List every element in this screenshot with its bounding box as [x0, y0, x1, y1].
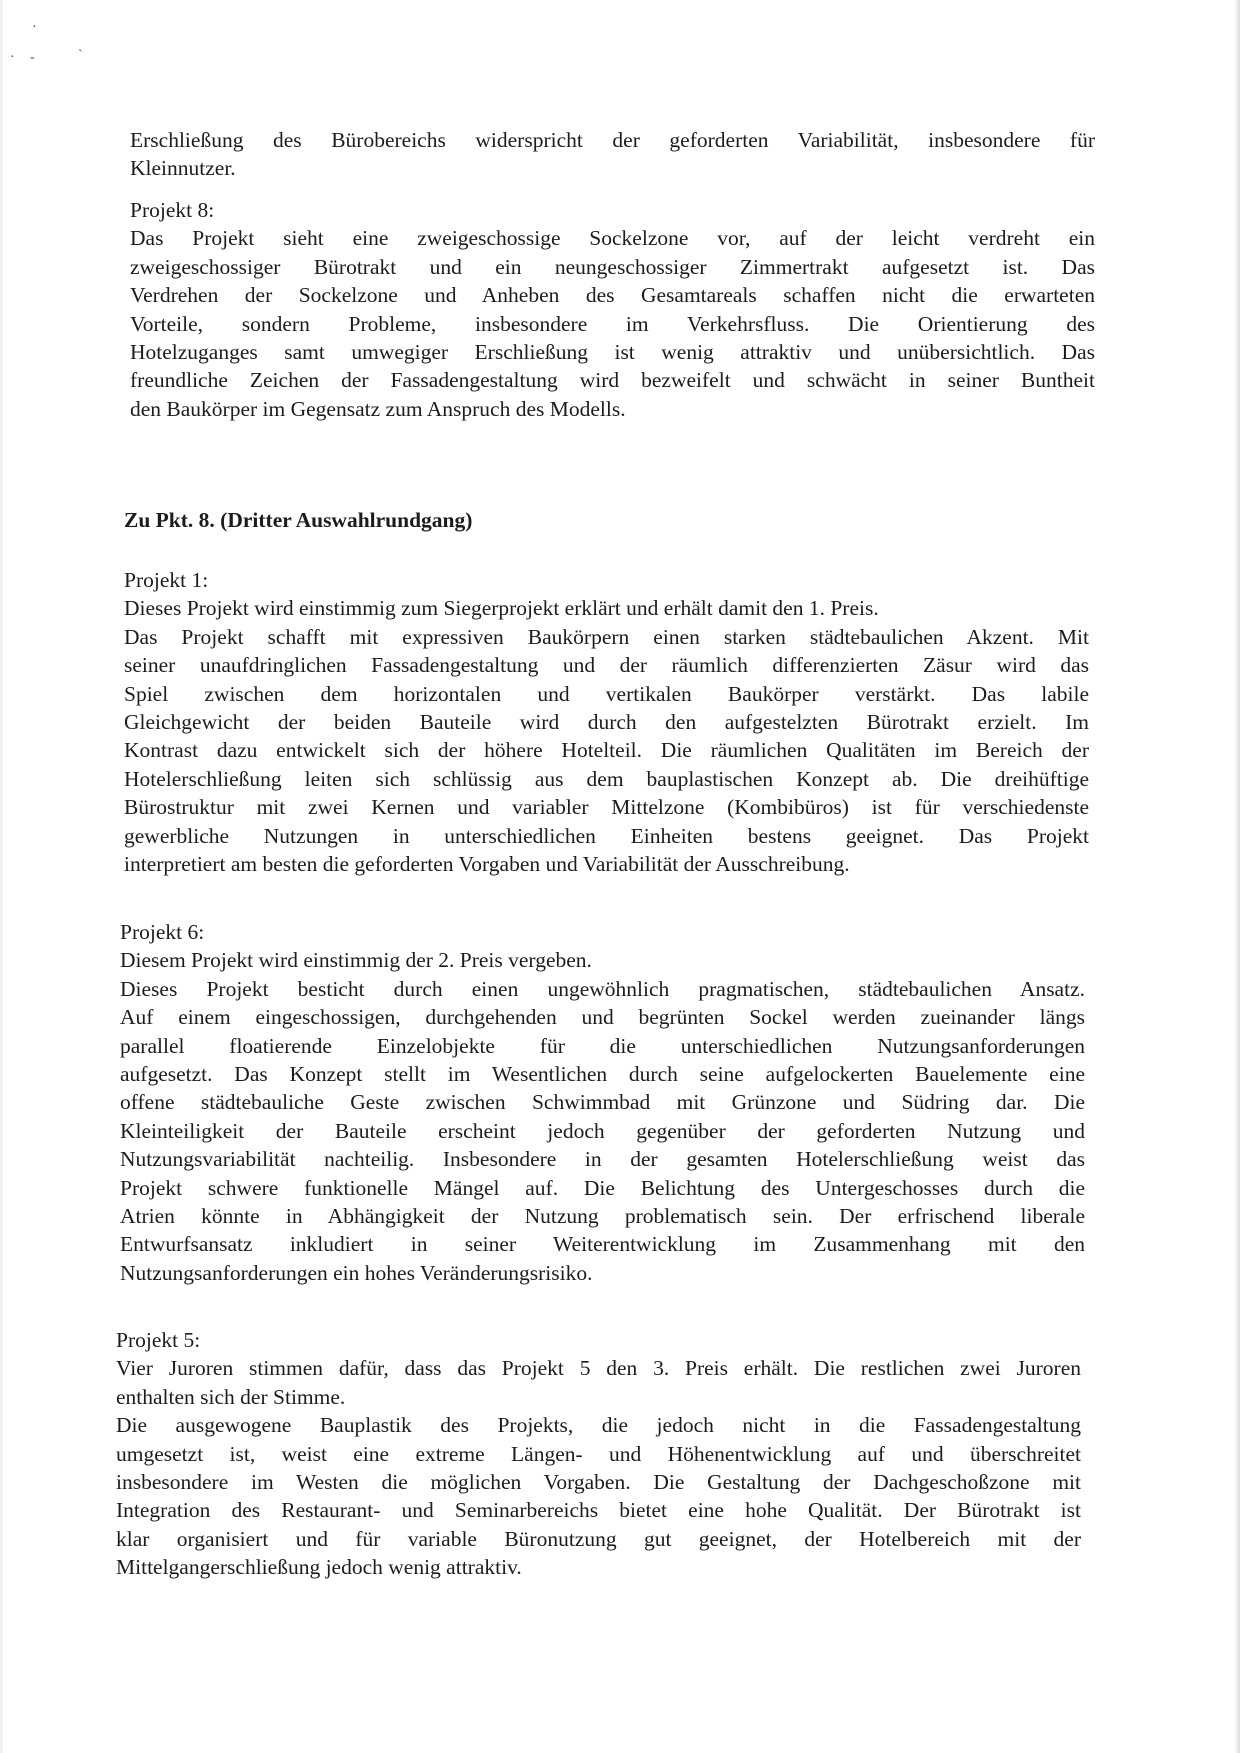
text-line: Diesem Projekt wird einstimmig der 2. Preis vergeben. — [120, 948, 592, 973]
text-line: Atrien könnte in Abhängigkeit der Nutzung problematisch sein. Der erfrischend liberale — [120, 1204, 1085, 1229]
text-line: Bürostruktur mit zwei Kernen und variabler Mittelzone (Kombibüros) ist für verschiedenste — [124, 795, 1089, 820]
projekt8-heading: Projekt 8: — [130, 198, 215, 222]
projekt1-heading: Projekt 1: — [124, 568, 209, 592]
text-line: Die ausgewogene Bauplastik des Projekts, die jedoch nicht in die Fassadengestaltung — [116, 1413, 1081, 1438]
text-line: interpretiert am besten die geforderten Vorgaben und Variabilität der Ausschreibung. — [124, 852, 850, 877]
intro-paragraph — [130, 126, 1095, 183]
projekt5-text — [116, 1354, 1081, 1581]
text-line: Verdrehen der Sockelzone und Anheben des Gesamtareals schaffen nicht die erwarteten — [130, 283, 1095, 308]
text-line: Erschließung des Bürobereichs widerspricht der geforderten Variabilität, insbesondere für — [130, 128, 1095, 152]
section-heading-block — [124, 506, 1089, 534]
projekt6-text — [120, 946, 1085, 1287]
scan-speck: · — [32, 20, 37, 35]
scan-speck: - — [30, 50, 35, 65]
text-line: Nutzungsvariabilität nachteilig. Insbesondere in der gesamten Hotelerschließung weist das — [120, 1147, 1085, 1172]
text-line: Kleinnutzer. — [130, 156, 236, 181]
text-line: Vorteile, sondern Probleme, insbesondere im Verkehrsfluss. Die Orientierung des — [130, 311, 1095, 336]
scan-speck: · — [10, 50, 15, 65]
text-line: zweigeschossiger Bürotrakt und ein neungeschossiger Zimmertrakt aufgesetzt ist. Das — [130, 254, 1095, 279]
text-line: Das Projekt schafft mit expressiven Baukörpern einen starken städtebaulichen Akzent. Mit — [124, 624, 1089, 649]
projekt1-section — [124, 566, 1089, 878]
text-line: offene städtebauliche Geste zwischen Schwimmbad mit Grünzone und Südring dar. Die — [120, 1090, 1085, 1115]
text-line: umgesetzt ist, weist eine extreme Längen- und Höhenentwicklung auf und überschreitet — [116, 1441, 1081, 1466]
section-title: Zu Pkt. 8. (Dritter Auswahlrundgang) — [124, 508, 473, 532]
text-line: Integration des Restaurant- und Seminarbereichs bietet eine hohe Qualität. Der Bürotrakt ist — [116, 1498, 1081, 1523]
text-line: Hotelerschließung leiten sich schlüssig aus dem bauplastischen Konzept ab. Die dreihüftige — [124, 766, 1089, 791]
text-line: Projekt schwere funktionelle Mängel auf. Die Belichtung des Untergeschosses durch die — [120, 1175, 1085, 1200]
text-line: Mittelgangerschließung jedoch wenig attraktiv. — [116, 1555, 522, 1580]
text-line: Gleichgewicht der beiden Bauteile wird durch den aufgestelzten Bürotrakt erzielt. Im — [124, 710, 1089, 735]
scan-edge-left — [0, 0, 3, 1753]
projekt5-section — [116, 1326, 1081, 1582]
projekt8-text — [130, 224, 1095, 423]
projekt6-heading: Projekt 6: — [120, 920, 205, 944]
text-line: Nutzungsanforderungen ein hohes Veränderungsrisiko. — [120, 1260, 593, 1285]
scan-edge-right — [1234, 0, 1240, 1753]
scan-marks — [10, 20, 100, 70]
text-line: aufgesetzt. Das Konzept stellt im Wesentlichen durch seine aufgelockerten Bauelemente eine — [120, 1062, 1085, 1087]
text-line: Kleinteiligkeit der Bauteile erscheint jedoch gegenüber der geforderten Nutzung und — [120, 1118, 1085, 1143]
text-line: den Baukörper im Gegensatz zum Anspruch des Modells. — [130, 396, 626, 421]
text-line: Entwurfsansatz inkludiert in seiner Weiterentwicklung im Zusammenhang mit den — [120, 1232, 1085, 1257]
text-line: Auf einem eingeschossigen, durchgehenden und begrünten Sockel werden zueinander längs — [120, 1005, 1085, 1030]
text-line: Dieses Projekt wird einstimmig zum Siegerprojekt erklärt und erhält damit den 1. Preis. — [124, 596, 879, 621]
text-line: parallel floatierende Einzelobjekte für die unterschiedlichen Nutzungsanforderungen — [120, 1033, 1085, 1058]
text-line: gewerbliche Nutzungen in unterschiedlichen Einheiten bestens geeignet. Das Projekt — [124, 823, 1089, 848]
projekt5-heading: Projekt 5: — [116, 1328, 201, 1352]
text-line: insbesondere im Westen die möglichen Vorgaben. Die Gestaltung der Dachgeschoßzone mit — [116, 1470, 1081, 1495]
projekt8-section — [130, 196, 1095, 423]
intro-text — [130, 126, 1095, 183]
projekt1-text — [124, 594, 1089, 878]
text-line: Das Projekt sieht eine zweigeschossige Sockelzone vor, auf der leicht verdreht ein — [130, 226, 1095, 251]
text-line: enthalten sich der Stimme. — [116, 1384, 346, 1409]
projekt6-section — [120, 918, 1085, 1287]
text-line: Kontrast dazu entwickelt sich der höhere Hotelteil. Die räumlichen Qualitäten im Bereich der — [124, 738, 1089, 763]
text-line: seiner unaufdringlichen Fassadengestaltung und der räumlich differenzierten Zäsur wird das — [124, 653, 1089, 678]
text-line: Vier Juroren stimmen dafür, dass das Projekt 5 den 3. Preis erhält. Die restlichen zwei Juroren — [116, 1356, 1081, 1381]
scan-speck: ` — [78, 48, 83, 63]
text-line: Spiel zwischen dem horizontalen und vertikalen Baukörper verstärkt. Das labile — [124, 681, 1089, 706]
text-line: freundliche Zeichen der Fassadengestaltung wird bezweifelt und schwächt in seiner Buntheit — [130, 368, 1095, 393]
text-line: Dieses Projekt besticht durch einen ungewöhnlich pragmatischen, städtebaulichen Ansatz. — [120, 976, 1085, 1001]
text-line: klar organisiert und für variable Büronutzung gut geeignet, der Hotelbereich mit der — [116, 1526, 1081, 1551]
text-line: Hotelzuganges samt umwegiger Erschließung ist wenig attraktiv und unübersichtlich. Das — [130, 340, 1095, 365]
